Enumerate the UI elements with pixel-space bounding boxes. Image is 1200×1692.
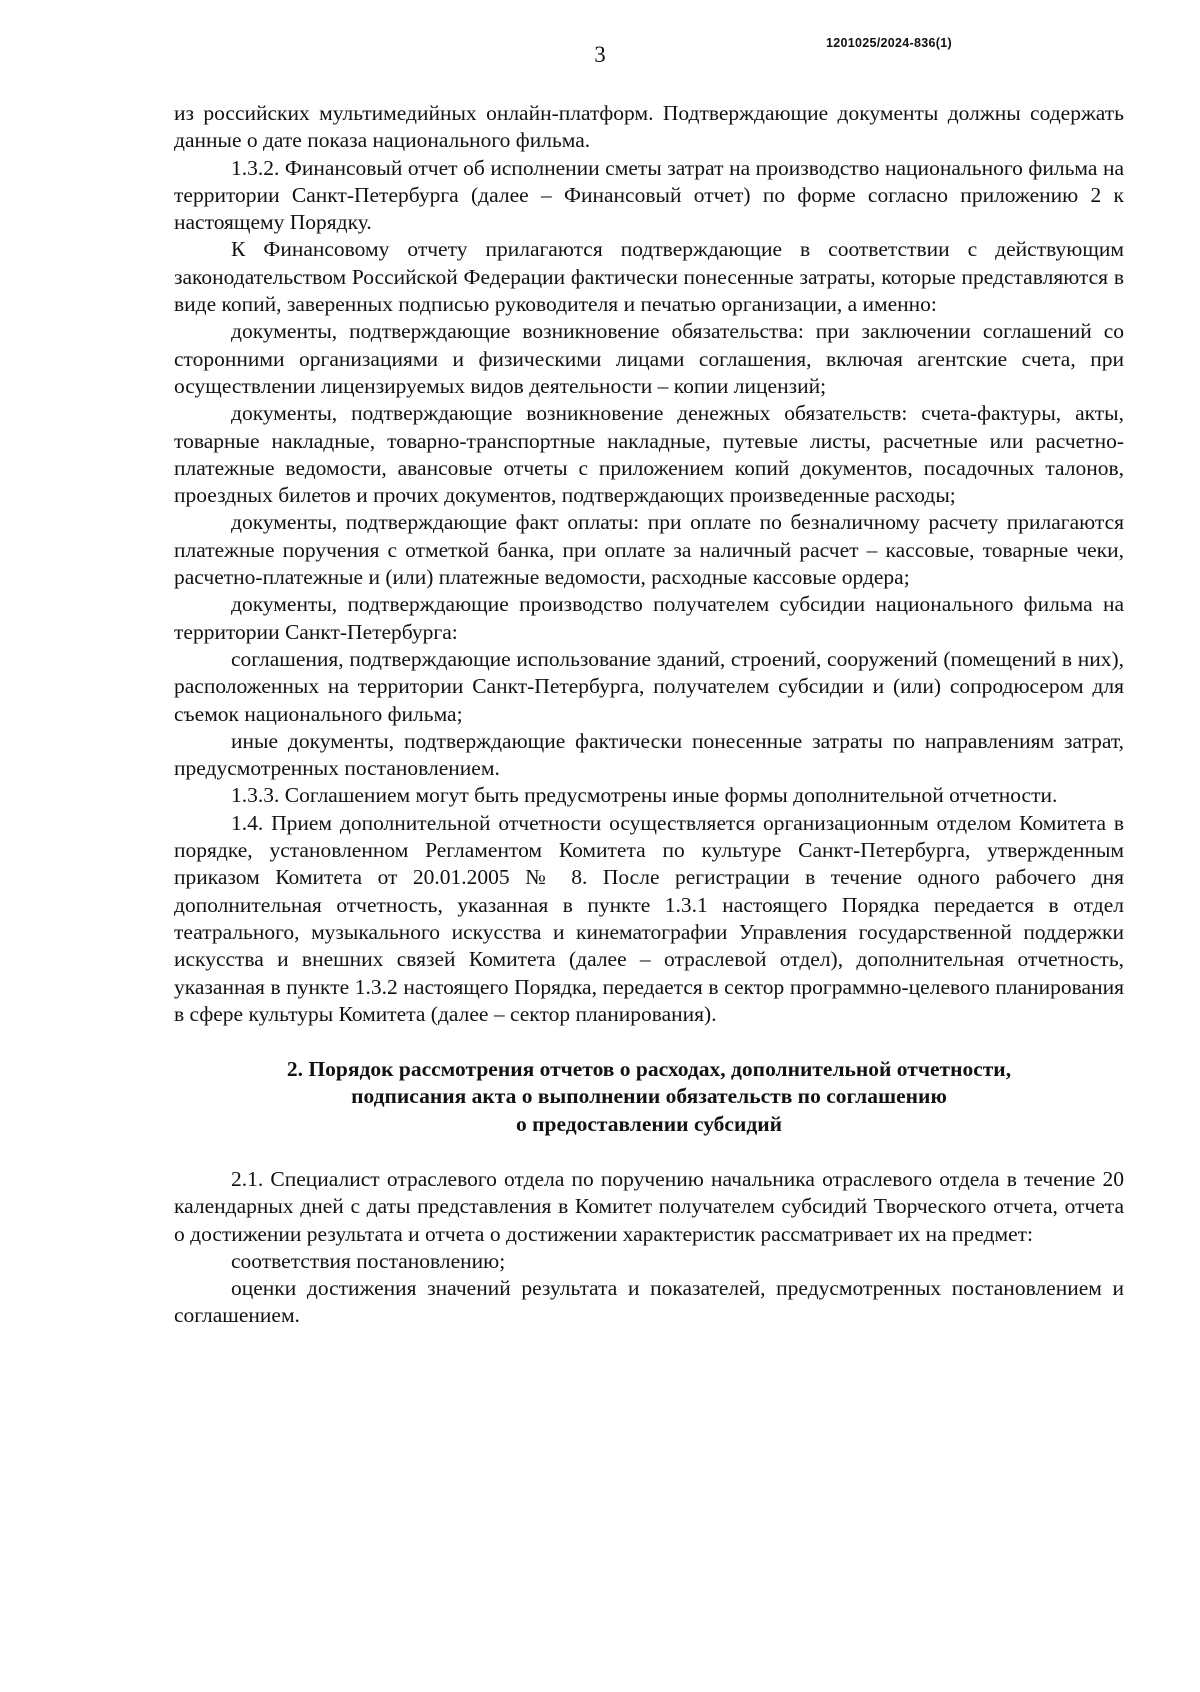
- list-item: документы, подтверждающие производство получателем субсидии национального фильма на территории Санкт-Петербурга:: [174, 592, 1124, 644]
- list-item: документы, подтверждающие возникновение денежных обязательств: счета-фактуры, акты, товарные накладные, товарно-транспортные накладные, путевые листы, расчетные или расчетно-платежные ведомости, авансовые отчеты с приложением копий документов, посадочных талонов, проездных билетов и прочих документов, подтверждающих произведенные расходы;: [174, 401, 1124, 508]
- page-number: 3: [594, 42, 606, 67]
- paragraph: К Финансовому отчету прилагаются подтверждающие в соответствии с действующим законодательством Российской Федерации фактически понесенные затраты, которые представляются в виде копий, заверенных подписью руководителя и печатью организации, а именно:: [174, 237, 1124, 317]
- list-item: соглашения, подтверждающие использование зданий, строений, сооружений (помещений в них), расположенных на территории Санкт-Петербурга, получателем субсидии и (или) сопродюсером для съемок национального фильма;: [174, 646, 1124, 726]
- paragraph: из российских мультимедийных онлайн-платформ. Подтверждающие документы должны содержать данные о дате показа национального фильма.: [174, 101, 1124, 153]
- paragraph-2-1: 2.1. Специалист отраслевого отдела по поручению начальника отраслевого отдела в течение 20 календарных дней с даты представления в Комитет получателем субсидий Творческого отчета, отчета о достижении результата и отчета о достижении характеристик рассматривает их на предмет:: [174, 1166, 1124, 1246]
- section-heading-line: о предоставлении субсидий: [516, 1111, 782, 1136]
- list-item: документы, подтверждающие факт оплаты: при оплате по безналичному расчету прилагаются платежные поручения с отметкой банка, при оплате за наличный расчет – кассовые, товарные чеки, расчетно-платежные и (или) платежные ведомости, расходные кассовые ордера;: [174, 510, 1124, 590]
- document-code: 1201025/2024-836(1): [826, 36, 952, 50]
- paragraph-1-3-3: 1.3.3. Соглашением могут быть предусмотрены иные формы дополнительной отчетности.: [231, 783, 1058, 808]
- list-item: документы, подтверждающие возникновение обязательства: при заключении соглашений со сторонними организациями и физическими лицами соглашения, включая агентские счета, при осуществлении лицензируемых видов деятельности – копии лицензий;: [174, 319, 1124, 398]
- section-heading-line: 2. Порядок рассмотрения отчетов о расходах, дополнительной отчетности,: [286, 1057, 1012, 1082]
- paragraph-1-3-2: 1.3.2. Финансовый отчет об исполнении сметы затрат на производство национального фильма на территории Санкт-Петербурга (далее – Финансовый отчет) по форме согласно приложению 2 к настоящему Порядку.: [174, 155, 1124, 235]
- list-item: соответствия постановлению;: [231, 1248, 506, 1273]
- section-heading-line: подписания акта о выполнении обязательств по соглашению: [351, 1084, 947, 1109]
- paragraph-1-4: 1.4. Прием дополнительной отчетности осуществляется организационным отделом Комитета в порядке, установленном Регламентом Комитета по культуре Санкт-Петербурга, утвержденным приказом Комитета от 20.01.2005 № 8. После регистрации в течение одного рабочего дня дополнительная отчетность, указанная в пункте 1.3.1 настоящего Порядка передается в отдел театрального, музыкального искусства и кинематографии Управления государственной поддержки искусства и внешних связей Комитета (далее – отраслевой отдел), дополнительная отчетность, указанная в пункте 1.3.2 настоящего Порядка, передается в сектор программно-целевого планирования в сфере культуры Комитета (далее – сектор планирования).: [174, 810, 1124, 1026]
- section-heading: [174, 1056, 1124, 1138]
- list-item: иные документы, подтверждающие фактически понесенные затраты по направлениям затрат, предусмотренных постановлением.: [174, 728, 1124, 781]
- list-item: оценки достижения значений результата и показателей, предусмотренных постановлением и соглашением.: [174, 1276, 1124, 1328]
- document-body: [174, 100, 1124, 1330]
